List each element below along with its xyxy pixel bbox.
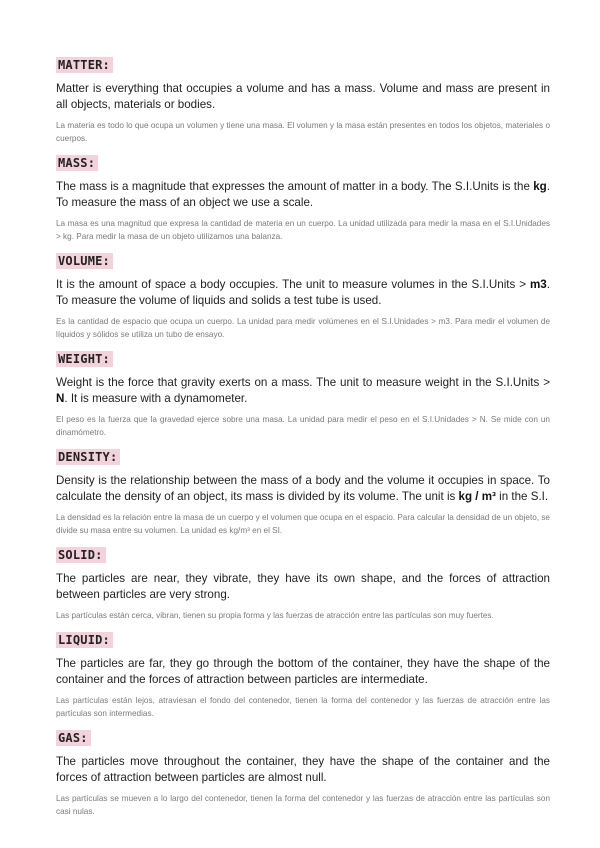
spanish-text: El peso es la fuerza que la gravedad ejerce sobre una masa. La unidad para medir el peso en el S.I.Unidades > N. Se mide con un dinamómetro. — [56, 415, 550, 437]
spanish-text: La masa es una magnitud que expresa la cantidad de materia en un cuerpo. La unidad utilizada para medir la masa en el S.I.Unidades > kg. Para medir la masa de un objeto utilizamos una balanza. — [56, 219, 550, 241]
spanish-text: La densidad es la relación entre la masa de un cuerpo y el volumen que ocupa en el espacio. Para calcular la densidad de un objeto, se divide su masa entre su volumen. La unidad es kg/m³ en el SI. — [56, 513, 550, 535]
unit-highlight: kg — [533, 180, 547, 193]
spanish-text: La materia es todo lo que ocupa un volumen y tiene una masa. El volumen y la masa están presentes en todos los objetos, materiales o cuerpos. — [56, 121, 550, 143]
section-liquid — [56, 631, 550, 720]
spanish-text: Las partículas están cerca, vibran, tienen su propia forma y las fuerzas de atracción entre las partículas son muy fuertes. — [56, 611, 494, 620]
section-heading: MASS: — [56, 155, 98, 171]
unit-highlight: kg / m³ — [458, 490, 496, 503]
section-heading: MATTER: — [56, 57, 113, 73]
english-text: The particles are far, they go through the bottom of the container, they have the shape of the container and the forces of attraction between particles are intermediate. — [56, 657, 550, 686]
english-text: The particles move throughout the container, they have the shape of the container and the forces of attraction between particles are almost null. — [56, 755, 550, 784]
spanish-text: Las partículas se mueven a lo largo del contenedor, tienen la forma del contenedor y las fuerzas de atracción entre las partículas son casi nulas. — [56, 794, 550, 816]
section-solid — [56, 546, 550, 622]
section-heading: GAS: — [56, 730, 91, 746]
english-text: The mass is a magnitude that expresses the amount of matter in a body. The S.I.Units is the kg. To measure the mass of an object we use a scale. — [56, 180, 550, 209]
section-gas — [56, 729, 550, 818]
section-heading: WEIGHT: — [56, 351, 113, 367]
spanish-text: Las partículas están lejos, atraviesan el fondo del contenedor, tienen la forma del contenedor y las fuerzas de atracción entre las partículas son intermedias. — [56, 696, 550, 718]
english-text: The particles are near, they vibrate, they have its own shape, and the forces of attraction between particles are very strong. — [56, 572, 550, 601]
section-weight — [56, 350, 550, 439]
section-density — [56, 448, 550, 537]
section-volume — [56, 252, 550, 341]
section-matter — [56, 56, 550, 145]
english-text: Matter is everything that occupies a volume and has a mass. Volume and mass are present in all objects, materials or bodies. — [56, 82, 550, 111]
spanish-text: Es la cantidad de espacio que ocupa un cuerpo. La unidad para medir volúmenes en el S.I.Unidades > m3. Para medir el volumen de líquidos y sólidos se utiliza un tubo de ensayo. — [56, 317, 550, 339]
unit-highlight: N — [56, 392, 65, 405]
section-heading: LIQUID: — [56, 632, 113, 648]
unit-highlight: m3 — [530, 278, 547, 291]
english-text: Weight is the force that gravity exerts on a mass. The unit to measure weight in the S.I.Units > N. It is measure with a dynamometer. — [56, 376, 550, 405]
section-heading: VOLUME: — [56, 253, 113, 269]
section-heading: SOLID: — [56, 547, 106, 563]
section-heading: DENSITY: — [56, 449, 120, 465]
section-mass — [56, 154, 550, 243]
english-text: Density is the relationship between the mass of a body and the volume it occupies in space. To calculate the density of an object, its mass is divided by its volume. The unit is kg / m³ in the S.I. — [56, 474, 550, 503]
english-text: It is the amount of space a body occupies. The unit to measure volumes in the S.I.Units > m3. To measure the volume of liquids and solids a test tube is used. — [56, 278, 550, 307]
